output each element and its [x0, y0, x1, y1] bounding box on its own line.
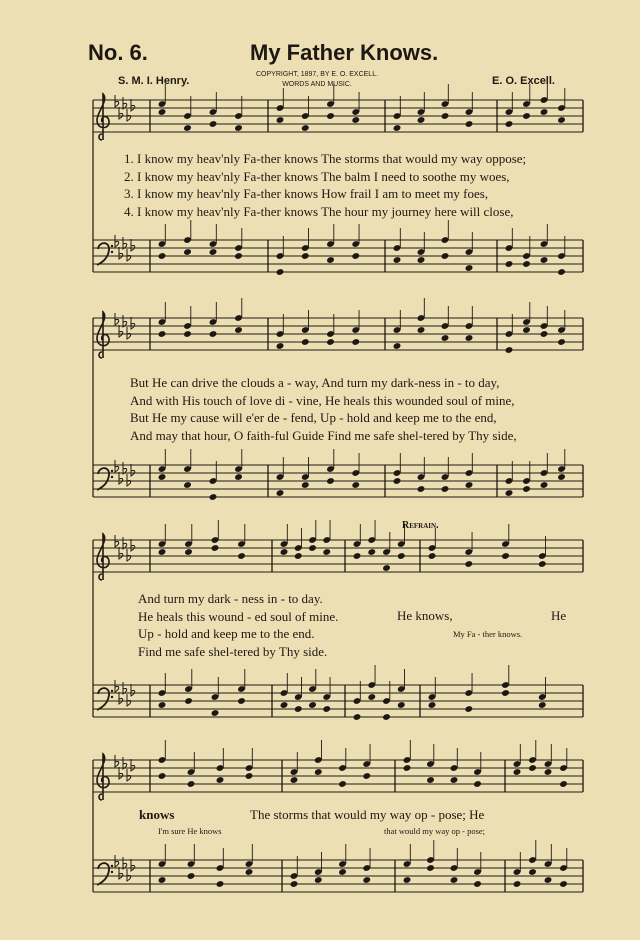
note-head: [209, 248, 218, 256]
note-head: [280, 548, 289, 556]
note-head: [183, 481, 192, 489]
bass-clef-dot: [111, 865, 113, 867]
note-head: [367, 693, 376, 701]
note-head: [540, 256, 549, 264]
bass-clef-dot: [111, 251, 113, 253]
note-head: [301, 124, 310, 132]
note-head: [501, 552, 510, 560]
note-head: [276, 489, 285, 497]
flat-icon: [119, 867, 123, 879]
note-head: [322, 705, 331, 713]
verse-line: And turn my dark - ness in - to day.: [138, 591, 323, 606]
flat-icon: [131, 684, 135, 696]
note-head: [559, 880, 568, 888]
bass-clef-icon: [97, 688, 109, 710]
note-head: [544, 768, 553, 776]
flat-icon: [119, 247, 123, 259]
note-head: [308, 544, 317, 552]
flat-icon: [123, 462, 127, 474]
verse-line: 3. I know my heav'nly Fa-ther knows How frail I am to meet my foes,: [124, 186, 489, 201]
note-head: [237, 697, 246, 705]
verses-system-2: [130, 374, 517, 444]
flat-icon: [115, 460, 119, 472]
flat-icon: [127, 869, 131, 881]
note-head: [382, 564, 391, 572]
verse-line: But He my cause will e'er de - fend, Up - hold and keep me to the end,: [130, 410, 497, 425]
note-head: [351, 481, 360, 489]
copyright-line: WORDS AND MUSIC.: [282, 81, 352, 88]
note-head: [538, 560, 547, 568]
flat-icon: [119, 325, 123, 337]
note-head: [276, 116, 285, 124]
bass-clef-dot: [111, 690, 113, 692]
note-head: [158, 252, 167, 260]
note-head: [326, 112, 335, 120]
note-head: [557, 268, 566, 276]
note-head: [417, 256, 426, 264]
bass-clef-dot: [111, 476, 113, 478]
treble-clef-icon: [97, 312, 109, 358]
note-head: [522, 326, 531, 334]
note-head: [209, 120, 218, 128]
note-head: [351, 116, 360, 124]
note-head: [417, 116, 426, 124]
flat-icon: [119, 547, 123, 559]
note-head: [362, 876, 371, 884]
note-head: [326, 338, 335, 346]
note-head: [294, 552, 303, 560]
flat-icon: [123, 682, 127, 694]
flat-icon: [131, 99, 135, 111]
note-head: [522, 112, 531, 120]
note-head: [276, 342, 285, 350]
note-head: [464, 560, 473, 568]
flat-icon: [123, 537, 127, 549]
note-head: [540, 330, 549, 338]
flat-icon: [119, 472, 123, 484]
flat-icon: [131, 859, 135, 871]
note-head: [183, 124, 192, 132]
note-head: [301, 252, 310, 260]
note-head: [353, 713, 362, 721]
note-head: [209, 493, 218, 501]
refrain-lyric: He: [551, 608, 567, 623]
verse-line: 4. I know my heav'nly Fa-ther knows The hour my journey here will close,: [124, 203, 514, 219]
note-head: [301, 481, 310, 489]
note-head: [557, 338, 566, 346]
note-head: [450, 876, 459, 884]
bass-clef-dot: [111, 871, 113, 873]
refrain-label: Refrain.: [402, 520, 439, 531]
note-head: [397, 552, 406, 560]
note-head: [501, 689, 510, 697]
note-head: [338, 868, 347, 876]
bass-clef-dot: [111, 245, 113, 247]
note-head: [353, 552, 362, 560]
note-head: [290, 880, 299, 888]
verses-system-3: [138, 590, 338, 660]
bass-clef-icon: [97, 863, 109, 885]
note-head: [234, 252, 243, 260]
note-head: [183, 248, 192, 256]
flat-icon: [131, 759, 135, 771]
verse-line: 1. I know my heav'nly Fa-ther knows The storms that would my way oppose;: [124, 151, 527, 166]
note-head: [308, 701, 317, 709]
note-head: [403, 764, 412, 772]
note-head: [393, 124, 402, 132]
note-head: [426, 776, 435, 784]
note-head: [314, 876, 323, 884]
composer: E. O. Excell.: [492, 75, 555, 87]
note-head: [158, 701, 167, 709]
verse-line: And may that hour, O faith-ful Guide Find me safe shel-tered by Thy side,: [130, 427, 517, 443]
note-head: [557, 473, 566, 481]
note-head: [393, 342, 402, 350]
note-head: [158, 772, 167, 780]
flat-icon: [119, 107, 123, 119]
note-head: [540, 481, 549, 489]
system4-alto-lyric: I'm sure He knows: [158, 826, 222, 836]
verse-line: Find me safe shel-tered by Thy side.: [138, 643, 328, 659]
note-head: [428, 552, 437, 560]
treble-clef-icon: [97, 754, 109, 800]
note-head: [326, 256, 335, 264]
note-head: [211, 544, 220, 552]
note-head: [393, 477, 402, 485]
note-head: [441, 252, 450, 260]
note-head: [544, 876, 553, 884]
refrain-alto-lyric: My Fa - ther knows.: [453, 629, 523, 639]
flat-icon: [127, 109, 131, 121]
flat-icon: [123, 757, 127, 769]
note-head: [367, 548, 376, 556]
copyright: [256, 70, 378, 90]
hymn-title: My Father Knows.: [250, 40, 439, 65]
note-head: [538, 701, 547, 709]
flat-icon: [123, 237, 127, 249]
note-head: [187, 872, 196, 880]
note-head: [351, 252, 360, 260]
note-head: [234, 326, 243, 334]
note-head: [465, 120, 474, 128]
flat-icon: [127, 694, 131, 706]
flat-icon: [127, 327, 131, 339]
note-head: [505, 120, 514, 128]
note-head: [322, 548, 331, 556]
note-head: [237, 552, 246, 560]
treble-clef-icon: [97, 94, 109, 140]
note-head: [158, 473, 167, 481]
flat-icon: [115, 855, 119, 867]
note-head: [187, 780, 196, 788]
flat-icon: [123, 315, 127, 327]
flat-icon: [123, 857, 127, 869]
note-head: [557, 116, 566, 124]
note-head: [290, 776, 299, 784]
note-head: [513, 880, 522, 888]
note-head: [362, 772, 371, 780]
flat-icon: [115, 235, 119, 247]
note-head: [528, 764, 537, 772]
note-head: [211, 709, 220, 717]
note-head: [234, 124, 243, 132]
verse-line: And with His touch of love di - vine, He heals this wounded soul of mine,: [130, 392, 515, 408]
verse-line: But He can drive the clouds a - way, And turn my dark-ness in - to day,: [130, 375, 500, 390]
note-head: [158, 876, 167, 884]
flat-icon: [131, 539, 135, 551]
note-head: [234, 473, 243, 481]
flat-icon: [115, 755, 119, 767]
note-head: [294, 705, 303, 713]
flat-icon: [127, 549, 131, 561]
flat-icon: [115, 95, 119, 107]
note-head: [393, 256, 402, 264]
note-head: [540, 108, 549, 116]
bass-clef-dot: [111, 696, 113, 698]
note-head: [216, 880, 225, 888]
flat-icon: [131, 239, 135, 251]
note-head: [314, 768, 323, 776]
verses-system-1: [124, 150, 526, 220]
note-head: [450, 776, 459, 784]
note-head: [441, 334, 450, 342]
flat-icon: [131, 317, 135, 329]
verse-line: He heals this wound - ed soul of mine.: [138, 608, 339, 624]
note-head: [245, 772, 254, 780]
note-head: [326, 477, 335, 485]
note-head: [403, 876, 412, 884]
note-head: [216, 776, 225, 784]
flat-icon: [127, 249, 131, 261]
flat-icon: [127, 769, 131, 781]
note-head: [522, 485, 531, 493]
note-head: [183, 330, 192, 338]
flat-icon: [119, 767, 123, 779]
note-head: [184, 548, 193, 556]
author: S. M. I. Henry.: [118, 75, 190, 87]
flat-icon: [115, 680, 119, 692]
note-head: [465, 481, 474, 489]
flat-icon: [123, 97, 127, 109]
note-head: [441, 485, 450, 493]
copyright-line: COPYRIGHT, 1897, BY E. O. EXCELL.: [256, 71, 379, 78]
system4-lyric: The storms that would my way op - pose; He: [250, 807, 485, 822]
note-head: [209, 330, 218, 338]
note-head: [158, 330, 167, 338]
note-head: [397, 701, 406, 709]
note-head: [417, 485, 426, 493]
note-head: [158, 108, 167, 116]
flat-icon: [127, 474, 131, 486]
note-head: [280, 701, 289, 709]
note-head: [417, 326, 426, 334]
note-head: [465, 264, 474, 272]
note-head: [505, 346, 514, 354]
system4-lyric: knows: [139, 807, 175, 822]
flat-icon: [131, 464, 135, 476]
flat-icon: [115, 535, 119, 547]
note-head: [441, 112, 450, 120]
note-head: [382, 713, 391, 721]
refrain-lyric: He knows,: [397, 608, 453, 623]
note-head: [522, 260, 531, 268]
bass-clef-dot: [111, 470, 113, 472]
flat-icon: [119, 692, 123, 704]
note-head: [464, 705, 473, 713]
note-head: [559, 780, 568, 788]
note-head: [276, 268, 285, 276]
note-head: [158, 548, 167, 556]
note-head: [465, 334, 474, 342]
note-head: [426, 864, 435, 872]
note-head: [338, 780, 347, 788]
treble-clef-icon: [97, 534, 109, 580]
note-head: [428, 701, 437, 709]
note-head: [528, 868, 537, 876]
note-head: [301, 338, 310, 346]
note-head: [505, 260, 514, 268]
note-head: [505, 489, 514, 497]
flat-icon: [115, 313, 119, 325]
hymn-number: No. 6.: [88, 40, 148, 65]
system4-alto-lyric: that would my way op - pose;: [384, 826, 486, 836]
note-head: [473, 780, 482, 788]
bass-clef-icon: [97, 243, 109, 265]
bass-clef-icon: [97, 468, 109, 490]
note-head: [351, 338, 360, 346]
verse-line: Up - hold and keep me to the end.: [138, 626, 315, 641]
note-head: [245, 868, 254, 876]
note-head: [513, 768, 522, 776]
note-head: [184, 697, 193, 705]
verse-line: 2. I know my heav'nly Fa-ther knows The balm I need to soothe my woes,: [124, 168, 510, 184]
note-head: [473, 880, 482, 888]
